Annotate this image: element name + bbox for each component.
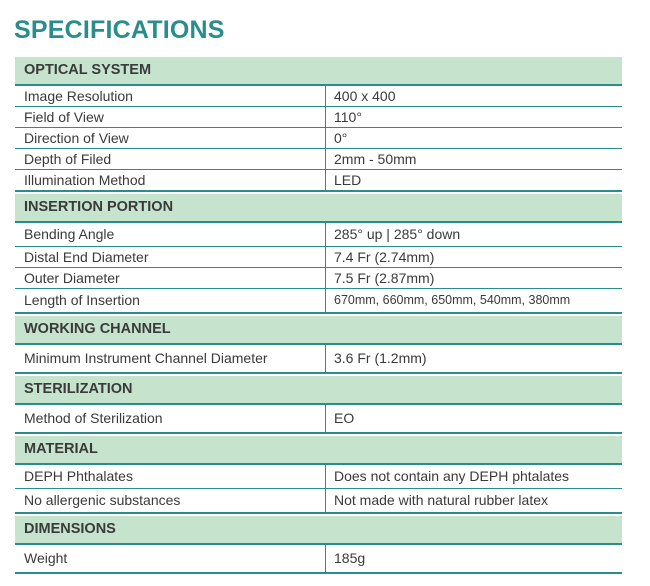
spec-value: 400 x 400 [334, 88, 396, 104]
section-header-insertion-portion: INSERTION PORTION [15, 192, 622, 221]
table-row [15, 247, 622, 268]
spec-label: DEPH Phthalates [15, 465, 326, 488]
spec-label: Direction of View [15, 128, 326, 148]
table-row [15, 170, 622, 190]
spec-value: 2mm - 50mm [334, 151, 417, 167]
table-row [15, 223, 622, 247]
section-header-dimensions: DIMENSIONS [15, 514, 622, 543]
table-row [15, 289, 622, 312]
table-row [15, 86, 622, 107]
spec-label: Weight [15, 545, 326, 572]
section-body-optical-system [15, 84, 622, 192]
section-header-sterilization: STERILIZATION [15, 374, 622, 403]
section-body-working-channel [15, 343, 622, 374]
spec-label: Image Resolution [15, 86, 326, 106]
section-body-material [15, 463, 622, 514]
spec-value: Does not contain any DEPH phtalates [334, 468, 570, 484]
table-row [15, 465, 622, 489]
table-row [15, 128, 622, 149]
spec-label: Method of Sterilization [15, 405, 326, 432]
spec-label: No allergenic substances [15, 489, 326, 512]
spec-value: 285° up | 285° down [334, 226, 461, 242]
spec-label: Illumination Method [15, 170, 326, 190]
spec-label: Field of View [15, 107, 326, 127]
section-body-dimensions [15, 543, 622, 574]
spec-value: 3.6 Fr (1.2mm) [334, 350, 427, 366]
section-body-sterilization [15, 403, 622, 434]
spec-label: Depth of Filed [15, 149, 326, 169]
table-row [15, 345, 622, 372]
spec-value: LED [334, 172, 362, 188]
spec-value: Not made with natural rubber latex [334, 492, 548, 508]
table-row [15, 489, 622, 512]
spec-value: 670mm, 660mm, 650mm, 540mm, 380mm [334, 293, 571, 307]
spec-value: 0° [334, 130, 348, 146]
table-row [15, 405, 622, 432]
spec-value: EO [334, 410, 355, 426]
section-header-working-channel: WORKING CHANNEL [15, 314, 622, 343]
spec-label: Distal End Diameter [15, 247, 326, 267]
spec-value: 110° [334, 109, 362, 125]
spec-label: Minimum Instrument Channel Diameter [15, 345, 326, 372]
table-row [15, 149, 622, 170]
page-title: SPECIFICATIONS [14, 16, 225, 44]
specifications-table [15, 57, 622, 574]
spec-value: 7.4 Fr (2.74mm) [334, 249, 435, 265]
spec-label: Length of Insertion [15, 289, 326, 312]
spec-value: 185g [334, 550, 366, 566]
section-header-material: MATERIAL [15, 434, 622, 463]
spec-label: Outer Diameter [15, 268, 326, 288]
spec-value: 7.5 Fr (2.87mm) [334, 270, 435, 286]
section-header-optical-system: OPTICAL SYSTEM [15, 57, 622, 84]
spec-label: Bending Angle [15, 223, 326, 246]
table-row [15, 268, 622, 289]
table-row [15, 545, 622, 572]
table-row [15, 107, 622, 128]
section-body-insertion-portion [15, 221, 622, 314]
